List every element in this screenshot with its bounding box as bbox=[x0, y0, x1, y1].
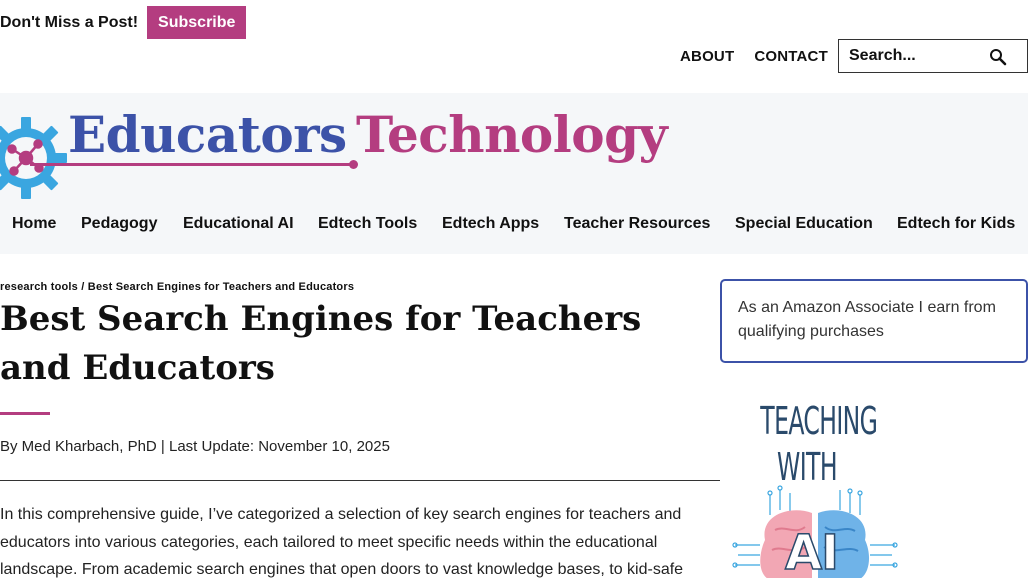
logo-word-educators: Educators bbox=[68, 105, 347, 164]
gear-icon bbox=[0, 101, 70, 201]
nav-item-teacher-resources[interactable]: Teacher Resources bbox=[564, 215, 711, 232]
book-title-line1: TEACHING bbox=[760, 399, 878, 443]
promo-bar bbox=[0, 6, 246, 39]
site-logo[interactable] bbox=[0, 101, 690, 201]
nav-item-home[interactable]: Home bbox=[12, 215, 57, 232]
site-header bbox=[0, 93, 1028, 254]
title-accent-bar bbox=[0, 412, 50, 415]
book-cover-ad[interactable] bbox=[730, 395, 900, 578]
top-bar bbox=[0, 0, 1028, 93]
nav-item-edtech-apps[interactable]: Edtech Apps bbox=[442, 215, 540, 232]
page-title: Best Search Engines for Teachers and Educators bbox=[0, 299, 642, 388]
contact-link[interactable]: CONTACT bbox=[754, 47, 828, 65]
nav-item-pedagogy[interactable]: Pedagogy bbox=[81, 215, 158, 232]
promo-text: Don't Miss a Post! bbox=[0, 13, 139, 31]
book-title-line2: WITH bbox=[777, 445, 837, 489]
search-icon[interactable] bbox=[989, 48, 1007, 66]
breadcrumb bbox=[0, 281, 354, 293]
nav-item-special-education[interactable]: Special Education bbox=[735, 215, 873, 232]
article-byline: By Med Kharbach, PhD | Last Update: November 10, 2025 bbox=[0, 438, 390, 455]
breadcrumb-category-link[interactable]: research tools bbox=[0, 281, 79, 293]
nav-item-edtech-tools[interactable]: Edtech Tools bbox=[318, 215, 418, 232]
nav-item-edtech-for-kids[interactable]: Edtech for Kids bbox=[897, 215, 1016, 232]
nav-item-educational-ai[interactable]: Educational AI bbox=[183, 215, 294, 232]
breadcrumb-separator: / bbox=[78, 281, 88, 293]
main-nav bbox=[0, 215, 1028, 235]
book-title-line3: AI bbox=[785, 525, 839, 578]
search-input[interactable] bbox=[849, 47, 989, 65]
amazon-associate-notice: As an Amazon Associate I earn from qualifying purchases bbox=[720, 279, 1028, 363]
article-intro: In this comprehensive guide, I’ve categorized a selection of key search engines for teachers and educators into various categories, each tailored to meet specific needs within the educational landscape. From academic search engines that open doors to vast knowledge bases, to kid-safe bbox=[0, 506, 684, 578]
top-nav bbox=[680, 39, 848, 73]
divider bbox=[0, 480, 720, 481]
breadcrumb-current: Best Search Engines for Teachers and Educators bbox=[87, 281, 355, 293]
about-link[interactable]: ABOUT bbox=[680, 47, 735, 65]
subscribe-button[interactable]: Subscribe bbox=[147, 6, 246, 39]
search-box bbox=[838, 39, 1028, 73]
logo-word-technology: Technology bbox=[356, 105, 668, 164]
